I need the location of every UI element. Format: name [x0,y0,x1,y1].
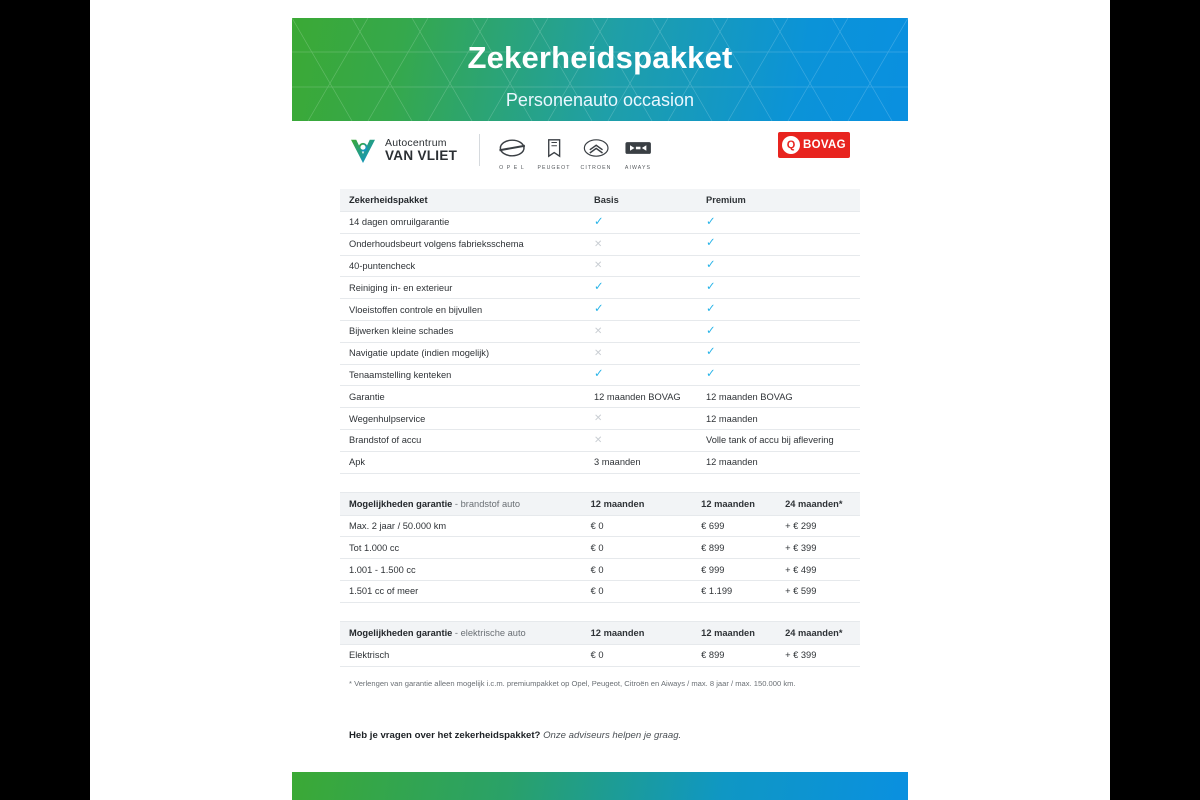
fuel-price-basis: € 0 [590,564,604,575]
col-header-electric-12m-a: 12 maanden [590,627,645,638]
oem-logo-opel [491,138,533,171]
table-row [340,299,860,321]
cross-icon: ✕ [594,325,603,337]
basis-value [585,435,697,446]
premium-value [697,326,860,338]
cta-text [349,730,681,741]
check-icon: ✓ [706,259,716,272]
fuel-price-premium: € 999 [701,564,725,575]
footer-band [292,772,908,800]
table-header-electric [340,622,860,645]
table-row [340,256,860,278]
col-header-electric-24m: 24 maanden* [785,627,843,638]
feature-label: Tenaamstelling kenteken [349,369,452,380]
check-icon: ✓ [706,281,716,294]
dealer-name-line1: Autocentrum [385,137,447,150]
oem-label-citroen: CITROEN [580,165,612,171]
feature-label: Bijwerken kleine schades [349,326,454,337]
table-header-fuel [340,493,860,516]
bovag-letter: Q [786,139,796,151]
oem-logo-aiways [617,138,659,171]
cross-icon: ✕ [594,413,603,425]
premium-value: Volle tank of accu bij aflevering [706,435,834,446]
premium-value [697,369,860,381]
electric-label: Elektrisch [349,650,390,661]
premium-value [697,347,860,359]
oem-logo-peugeot [533,138,575,171]
premium-value: 12 maanden [706,413,758,424]
check-icon: ✓ [706,237,716,250]
footnote: * Verlengen van garantie alleen mogelijk i.c.m. premiumpakket op Opel, Peugeot, Citroën en Aiways / max. 8 jaar / max. 150.000 km. [349,679,796,688]
col-header-basis: Basis [594,195,619,205]
bovag-logo [778,132,850,158]
feature-label: Navigatie update (indien mogelijk) [349,348,490,359]
fuel-price-extended: + € 599 [785,586,817,597]
table-row [340,343,860,365]
brand-divider [479,134,480,166]
cross-icon: ✕ [594,238,603,250]
electric-header-sub: - elektrische auto [454,627,526,638]
check-icon: ✓ [706,215,716,228]
feature-label: Reiniging in- en exterieur [349,282,453,293]
feature-label: 40-puntencheck [349,260,416,271]
table-row [340,452,860,474]
zekerheidspakket-table [340,189,860,667]
check-icon: ✓ [594,281,604,294]
fuel-label: Max. 2 jaar / 50.000 km [349,520,447,531]
check-icon: ✓ [594,215,604,228]
fuel-price-basis: € 0 [590,520,604,531]
premium-value: 12 maanden [706,457,758,468]
bovag-label: BOVAG [803,139,846,151]
table-row [340,234,860,256]
oem-label-aiways: AIWAYS [624,165,652,171]
basis-value [585,217,697,229]
page-title: Zekerheidspakket [467,40,733,75]
peugeot-logo-icon [536,138,572,158]
cross-icon: ✕ [594,434,603,446]
dealer-logo-text [385,138,457,163]
feature-label: Vloeistoffen controle en bijvullen [349,304,483,315]
electric-price-basis: € 0 [590,650,604,661]
check-icon: ✓ [706,302,716,315]
col-header-fuel-12m-b: 12 maanden [701,498,755,509]
table-row [340,516,860,538]
basis-value [585,282,697,294]
bovag-mark-icon [782,136,800,154]
page-subtitle: Personenauto occasion [505,90,695,110]
fuel-label: 1.501 cc of meer [349,586,419,597]
fuel-price-basis: € 0 [590,542,604,553]
dealer-logo [348,136,457,166]
table-row [340,559,860,581]
table-row [340,645,860,667]
basis-value [585,304,697,316]
table-row [340,321,860,343]
feature-label: Garantie [349,391,385,402]
table-row [340,430,860,452]
basis-value [585,260,697,271]
oem-logo-citroen [575,138,617,171]
check-icon: ✓ [706,368,716,381]
cta-answer: Onze adviseurs helpen je graag. [540,730,682,741]
col-header-fuel-12m-a: 12 maanden [590,498,645,509]
electric-header-main: Mogelijkheden garantie [349,627,453,638]
brand-row [292,130,908,176]
fuel-header-sub: - brandstof auto [454,498,521,509]
fuel-label: Tot 1.000 cc [349,542,400,553]
cross-icon: ✕ [594,347,603,359]
premium-value: 12 maanden BOVAG [706,391,793,402]
feature-label: 14 dagen omruilgarantie [349,217,450,228]
table-row [340,212,860,234]
electric-price-premium: € 899 [701,650,725,661]
basis-value [585,348,697,359]
table-row [340,386,860,408]
basis-value [585,369,697,381]
check-icon: ✓ [594,302,604,315]
fuel-price-premium: € 699 [701,520,725,531]
col-header-fuel [340,499,582,509]
table-header-main [340,189,860,212]
table-row [340,365,860,387]
fuel-price-premium: € 899 [701,542,725,553]
premium-value [697,238,860,250]
cross-icon: ✕ [594,260,603,272]
check-icon: ✓ [706,324,716,337]
fuel-price-extended: + € 299 [785,520,817,531]
table-row [340,581,860,603]
table-spacer [340,603,860,622]
fuel-header-main: Mogelijkheden garantie [349,498,453,509]
fuel-price-extended: + € 499 [785,564,817,575]
col-header-premium: Premium [706,195,746,205]
basis-value [585,326,697,337]
oem-label-opel: O P E L [499,165,525,171]
col-header-feature: Zekerheidspakket [349,195,428,205]
premium-value [697,260,860,272]
aiways-logo-icon [620,138,656,158]
feature-label: Apk [349,457,366,468]
opel-logo-icon [494,138,530,158]
electric-price-extended: + € 399 [785,650,817,661]
basis-value: 3 maanden [594,457,641,468]
citroen-logo-icon [578,138,614,158]
dealer-name-line2: VAN VLIET [385,148,458,164]
table-row [340,277,860,299]
van-vliet-v-logo-icon [348,136,378,166]
check-icon: ✓ [594,368,604,381]
col-header-electric [340,628,582,638]
col-header-fuel-24m: 24 maanden* [785,498,843,509]
table-row [340,537,860,559]
fuel-price-extended: + € 399 [785,542,817,553]
check-icon: ✓ [706,346,716,359]
basis-value: 12 maanden BOVAG [594,391,681,402]
feature-label: Wegenhulpservice [349,413,426,424]
fuel-price-basis: € 0 [590,586,604,597]
basis-value [585,239,697,250]
basis-value [585,413,697,424]
premium-value [697,217,860,229]
table-spacer [340,474,860,493]
premium-value [697,282,860,294]
fuel-label: 1.001 - 1.500 cc [349,564,416,575]
feature-label: Onderhoudsbeurt volgens fabrieksschema [349,239,524,250]
fuel-price-premium: € 1.199 [701,586,733,597]
header-banner [292,18,908,121]
oem-label-peugeot: PEUGEOT [537,165,571,171]
premium-value [697,304,860,316]
cta-question: Heb je vragen over het zekerheidspakket? [349,730,541,741]
table-row [340,408,860,430]
feature-label: Brandstof of accu [349,435,422,446]
col-header-electric-12m-b: 12 maanden [701,627,755,638]
